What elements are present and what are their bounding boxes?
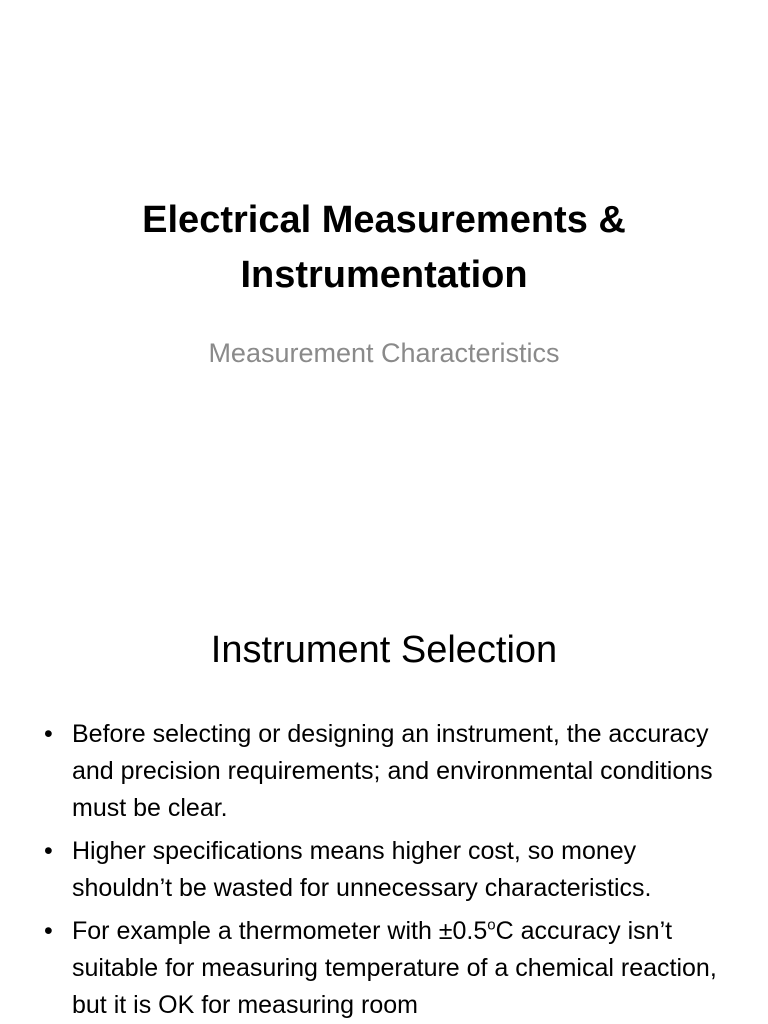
bullet-text: [72, 917, 717, 1019]
bullet-item: [40, 913, 730, 1024]
bullet-text: Before selecting or designing an instrument, the accuracy and precision requirements; and environmental conditions must be clear.: [72, 720, 713, 822]
bullet-text-part: For example a thermometer with ±0.5: [72, 917, 488, 945]
presentation-subtitle: Measurement Characteristics: [208, 338, 560, 368]
bullet-marker: •: [44, 917, 53, 945]
bullet-list: [40, 716, 730, 1024]
bullet-text: Higher specifications means higher cost, so money shouldn’t be wasted for unnecessary characteristics.: [72, 837, 652, 902]
bullet-item: [40, 833, 730, 907]
content-slide: [0, 578, 768, 1024]
bullet-item: [40, 716, 730, 827]
bullet-text-part: C accuracy isn’t suitable for measuring temperature of a chemical reaction, but it is OK for measuring room: [72, 917, 717, 1019]
bullet-marker: •: [44, 720, 53, 748]
degree-superscript: o: [487, 916, 496, 934]
presentation-title: Electrical Measurements & Instrumentation: [142, 199, 626, 296]
bullet-marker: •: [44, 837, 53, 865]
slide-heading: Instrument Selection: [210, 629, 558, 671]
